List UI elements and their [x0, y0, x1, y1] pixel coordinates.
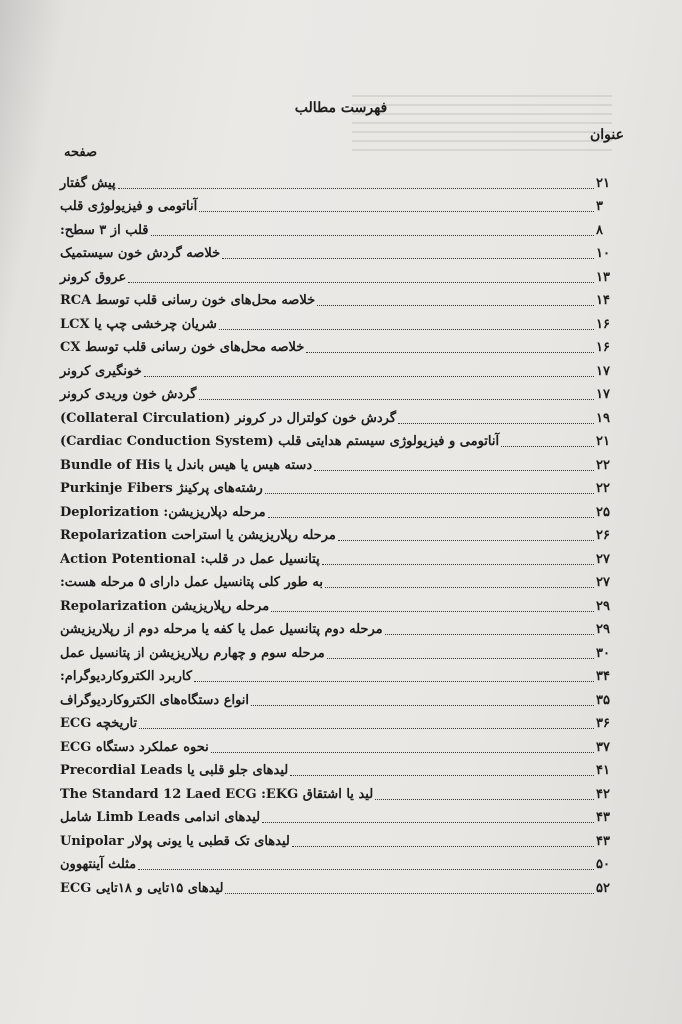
toc-entry: [58, 380, 626, 404]
dot-leader: [268, 517, 594, 518]
dot-leader: [306, 352, 594, 353]
dot-leader: [251, 705, 594, 706]
dot-leader: [225, 893, 594, 894]
toc-entry-page: ۲۲: [596, 457, 610, 473]
toc-entry-title: مرحله رپلاریزیشن Repolarization: [60, 598, 270, 614]
toc-entry-title: قلب از ۳ سطح:: [60, 222, 149, 238]
dot-leader: [385, 634, 594, 635]
toc-entry: [58, 873, 626, 897]
toc-entry-page: ۲۹: [596, 622, 610, 637]
toc-entry: [58, 239, 626, 263]
toc-entry-page: ۱۷: [596, 387, 610, 402]
dot-leader: [262, 822, 594, 823]
dot-leader: [317, 305, 594, 306]
toc-entry-page: ۳۵: [596, 692, 610, 708]
toc-entry: [58, 497, 626, 521]
toc-entry-title: دسته هیس یا هیس باندل یا Bundle of His: [60, 457, 313, 473]
toc-entry-title: خونگیری کرونر: [60, 363, 142, 379]
toc-entry-title: انواع دستگاه‌های الکتروکاردیوگراف: [60, 692, 250, 708]
toc-entry: [58, 662, 626, 686]
dot-leader: [375, 799, 594, 800]
toc-entry-title: خلاصه گردش خون سیستمیک: [60, 246, 221, 261]
toc-entry-title: پتانسیل عمل در قلب: Action Potentional: [60, 551, 320, 567]
dot-leader: [118, 188, 594, 189]
toc-entry-page: ۵۲: [596, 880, 610, 896]
toc-entry: [58, 309, 626, 333]
toc-entry-page: ۲۵: [596, 504, 610, 520]
toc-entry-page: ۳۰: [596, 645, 610, 661]
dot-leader: [265, 493, 594, 494]
toc-entry: [58, 826, 626, 850]
toc-entry: [58, 732, 626, 756]
toc-entry-title: رشته‌های پرکینژ Purkinje Fibers: [60, 481, 263, 496]
toc-entry-title: عروق کرونر: [60, 269, 127, 285]
table-of-contents: [58, 168, 626, 897]
toc-entry-page: ۲۱: [596, 175, 610, 191]
toc-entry: [58, 615, 626, 639]
toc-entry: [58, 192, 626, 216]
toc-entry-page: ۱۶: [596, 340, 610, 355]
dot-leader: [128, 282, 594, 283]
toc-entry-title: تاریخچه ECG: [60, 716, 138, 731]
dot-leader: [398, 423, 594, 424]
toc-entry-title: لیدهای اندامی Limb Leads شامل: [60, 810, 261, 825]
toc-entry: [58, 709, 626, 733]
toc-entry: [58, 262, 626, 286]
dot-leader: [290, 775, 594, 776]
toc-entry-page: ۵۰: [596, 857, 610, 872]
dot-leader: [194, 681, 594, 682]
toc-entry-page: ۴۳: [596, 833, 610, 849]
dot-leader: [139, 728, 594, 729]
toc-entry-page: ۳۶: [596, 716, 610, 731]
toc-entry-title: خلاصه محل‌های خون رسانی قلب توسط RCA: [60, 293, 316, 308]
toc-entry-page: ۸: [596, 222, 603, 238]
toc-entry-title: مرحله دوم پتانسیل عمل یا کفه یا مرحله دوم از رپلاریزیشن: [60, 622, 383, 637]
toc-entry-title: خلاصه محل‌های خون رسانی قلب توسط CX: [60, 340, 305, 355]
toc-entry-title: لیدهای جلو قلبی یا Precordial Leads: [60, 763, 289, 778]
toc-entry: [58, 521, 626, 545]
toc-entry-title: مرحله سوم و چهارم رپلاریزیشن از پتانسیل عمل: [60, 645, 325, 661]
toc-entry-title: لید یا اشتقاق The Standard 12 Laed ECG :EKG: [60, 786, 374, 802]
dot-leader: [219, 329, 594, 330]
toc-entry-page: ۴۱: [596, 763, 610, 778]
toc-entry-title: گردش خون وریدی کرونر: [60, 387, 197, 402]
dot-leader: [151, 235, 595, 236]
toc-entry-page: ۱۳: [596, 269, 610, 285]
toc-entry: [58, 544, 626, 568]
toc-entry: [58, 591, 626, 615]
column-header-title: عنوان: [590, 127, 624, 143]
toc-entry-page: ۱۶: [596, 316, 610, 332]
toc-entry-page: ۱۹: [596, 410, 610, 426]
dot-leader: [327, 658, 594, 659]
dot-leader: [199, 211, 594, 212]
toc-entry-page: ۲۶: [596, 528, 610, 543]
toc-entry-page: ۳: [596, 199, 603, 214]
toc-entry: [58, 803, 626, 827]
toc-entry-title: لیدهای ۱۵تایی و ۱۸تایی ECG: [60, 880, 224, 896]
toc-entry-page: ۲۹: [596, 598, 610, 614]
toc-entry-page: ۱۷: [596, 363, 610, 379]
dot-leader: [314, 470, 594, 471]
toc-entry-page: ۴۳: [596, 810, 610, 825]
toc-entry-page: ۱۰: [596, 246, 610, 261]
toc-entry-title: مثلث آینتهوون: [60, 857, 137, 872]
toc-entry-page: ۲۷: [596, 575, 610, 590]
dot-leader: [211, 752, 594, 753]
toc-entry: [58, 403, 626, 427]
dot-leader: [271, 611, 594, 612]
toc-entry-title: آناتومی و فیزیولوژی قلب: [60, 199, 198, 214]
toc-entry: [58, 427, 626, 451]
column-header-page: صفحه: [64, 145, 97, 160]
toc-entry: [58, 474, 626, 498]
toc-entry: [58, 638, 626, 662]
toc-entry-title: لیدهای تک قطبی یا یونی پولار Unipolar: [60, 833, 290, 849]
page-title: فهرست مطالب: [294, 100, 388, 116]
toc-entry-title: شریان چرخشی چپ یا LCX: [60, 316, 217, 332]
toc-entry-page: ۲۷: [596, 551, 610, 567]
dot-leader: [338, 540, 594, 541]
dot-leader: [199, 399, 595, 400]
toc-entry: [58, 779, 626, 803]
toc-entry: [58, 286, 626, 310]
toc-entry-title: گردش خون کولترال در کرونر (Collateral Circulation): [60, 410, 397, 426]
dot-leader: [292, 846, 594, 847]
toc-entry: [58, 215, 626, 239]
toc-entry: [58, 685, 626, 709]
toc-entry-title: مرحله رپلاریزیشن یا استراحت Repolarization: [60, 528, 336, 543]
toc-entry-title: پیش گفتار: [60, 175, 116, 191]
toc-entry: [58, 756, 626, 780]
toc-entry: [58, 333, 626, 357]
toc-entry-title: آناتومی و فیزیولوژی سیستم هدایتی قلب (Cardiac Conduction System): [60, 434, 500, 449]
toc-entry: [58, 356, 626, 380]
dot-leader: [144, 376, 594, 377]
toc-entry-title: به طور کلی پتانسیل عمل دارای ۵ مرحله هست:: [60, 575, 323, 590]
toc-entry-page: ۳۴: [596, 669, 610, 684]
dot-leader: [322, 564, 594, 565]
toc-entry-title: کاربرد الکتروکاردیوگرام:: [60, 669, 193, 684]
toc-entry-page: ۲۲: [596, 481, 610, 496]
toc-entry: [58, 850, 626, 874]
toc-entry: [58, 568, 626, 592]
dot-leader: [325, 587, 594, 588]
toc-entry-page: ۲۱: [596, 434, 610, 449]
toc-entry-page: ۳۷: [596, 739, 610, 755]
dot-leader: [501, 446, 594, 447]
dot-leader: [222, 258, 594, 259]
toc-entry: [58, 450, 626, 474]
toc-entry-title: نحوه عملکرد دستگاه ECG: [60, 739, 209, 755]
toc-entry-page: ۱۴: [596, 293, 610, 308]
toc-entry-title: مرحله دپلاریزیشن: Deplorization: [60, 504, 266, 520]
dot-leader: [138, 869, 594, 870]
toc-entry: [58, 168, 626, 192]
toc-entry-page: ۴۲: [596, 786, 610, 802]
